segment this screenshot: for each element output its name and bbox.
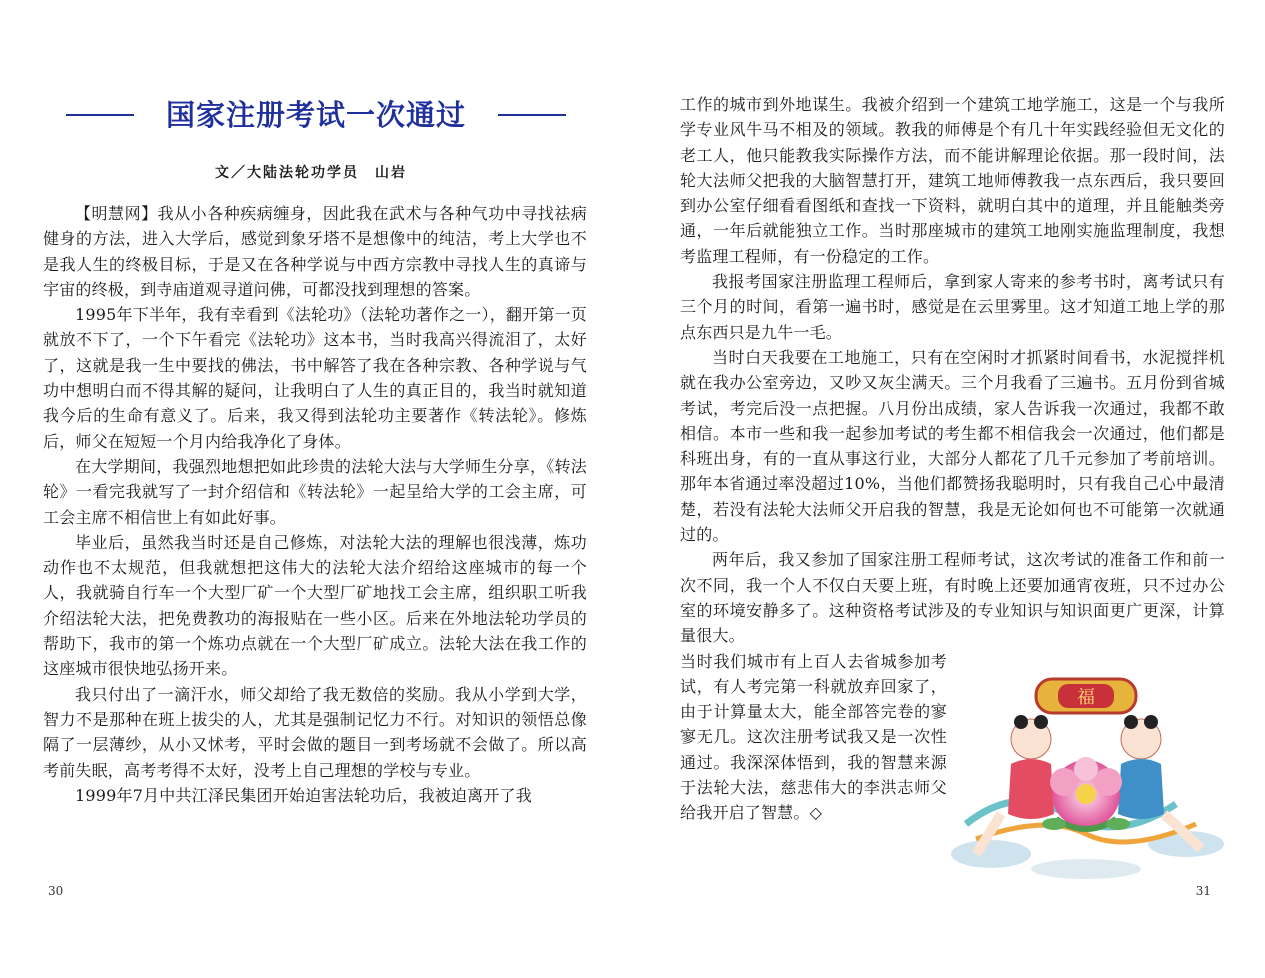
page-number-left: 30: [48, 884, 64, 898]
paragraph: 我只付出了一滴汗水，师父却给了我无数倍的奖励。我从小学到大学，智力不是那种在班上拔尖的人，尤其是强制记忆力不行。对知识的领悟总像隔了一层薄纱，从小又怵考，平时会做的题目一到考场就不会做了。所以高考前失眠，高考考得不太好，没考上自己理想的学校与专业。: [43, 684, 587, 780]
paragraph: 当时白天我要在工地施工，只有在空闲时才抓紧时间看书，水泥搅拌机就在我办公室旁边，又吵又灰尘满天。三个月我看了三遍书。五月份到省城考试，考完后没一点把握。八月份出成绩，家人告诉我一次通过，我都不敢相信。本市一些和我一起参加考试的考生都不相信我会一次通过，他们都是科班出身，有的一直从事这行业，大部分人都花了几千元参加了考前培训。那年本省通过率没超过10%，当他们都赞扬我聪明时，只有我自己心中最清楚，若没有法轮大法师父开启我的智慧，我是无论如何也不可能第一次就通过的。: [680, 347, 1225, 545]
paragraph: 两年后，我又参加了国家注册工程师考试，这次考试的准备工作和前一次不同，我一个人不仅白天要上班，有时晚上还要加通宵夜班，只不过办公室的环境安静多了。这种资格考试涉及的专业知识与知识面更广更深，计算量很大。: [680, 550, 1225, 646]
right-page: [632, 0, 1265, 978]
paragraph: 在大学期间，我强烈地想把如此珍贵的法轮大法与大学师生分享，《转法轮》一看完我就写了一封介绍信和《转法轮》一起呈给大学的工会主席，可工会主席不相信世上有如此好事。: [43, 456, 587, 527]
new-year-painting-illustration: [946, 664, 1226, 884]
page-number-right: 31: [1195, 884, 1211, 898]
byline: 文／大陆法轮功学员 山岩: [215, 165, 407, 181]
article-title: 国家注册考试一次通过: [165, 98, 466, 132]
paragraph: 【明慧网】我从小各种疾病缠身，因此我在武术与各种气功中寻找祛病健身的方法，进入大学后，感觉到象牙塔不是想像中的纯洁，考上大学也不是我人生的终极目标，于是又在各种学说与中西方宗教中寻找人生的真谛与宇宙的终极，到寺庙道观寻道问佛，可都没找到理想的答案。: [43, 204, 587, 299]
title-rule-left: [66, 114, 134, 116]
paragraph: 1999年7月中共江泽民集团开始迫害法轮功后，我被迫离开了我: [75, 785, 532, 805]
paragraph: 工作的城市到外地谋生。我被介绍到一个建筑工地学施工，这是一个与我所学专业风牛马不相及的领域。教我的师傅是个有几十年实践经验但无文化的老工人，他只能教我实际操作方法，而不能讲解理论依据。那一段时间，法轮大法师父把我的大脑智慧打开，建筑工地师傅教我一点东西后，我只要回到办公室仔细看看图纸和查找一下资料，就明白其中的道理，并且能触类旁通，一年后就能独立工作。当时那座城市的建筑工地刚实施监理制度，我想考监理工程师，有一份稳定的工作。: [680, 95, 1225, 266]
title-rule-right: [498, 114, 566, 116]
twin-children-lotus-icon: [946, 664, 1226, 884]
left-page: [0, 0, 632, 978]
paragraph: 毕业后，虽然我当时还是自己修炼，对法轮大法的理解也很浅薄，炼功动作也不太规范，但我就想把这伟大的法轮大法介绍给这座城市的每一个人，我就骑自行车一个大型厂矿一个大型厂矿地找工会主席，组织职工听我介绍法轮大法，把免费教功的海报贴在一些小区。后来在外地法轮功学员的帮助下，我市的第一个炼功点就在一个大型厂矿成立。法轮大法在我工作的这座城市很快地弘扬开来。: [43, 532, 587, 679]
paragraph: 当时我们城市有上百人去省城参加考试，有人考完第一科就放弃回家了，由于计算量太大，能全部答完卷的寥寥无几。这次注册考试我又是一次性通过。我深深体悟到，我的智慧来源于法轮大法，慈悲伟大的李洪志师父给我开启了智慧。◇: [680, 651, 947, 823]
paragraph: 1995年下半年，我有幸看到《法轮功》（法轮功著作之一），翻开第一页就放不下了，一个下午看完《法轮功》这本书，当时我高兴得流泪了，太好了，这就是我一生中要找的佛法，书中解答了我在各种宗教、各种学说与气功中想明白而不得其解的疑问，让我明白了人生的真正目的，我当时就知道我今后的生命有意义了。后来，我又得到法轮功主要著作《转法轮》。修炼后，师父在短短一个月内给我净化了身体。: [43, 305, 587, 451]
left-column: [43, 201, 587, 808]
title-row: [66, 94, 566, 136]
paragraph: 我报考国家注册监理工程师后，拿到家人寄来的参考书时，离考试只有三个月的时间，看第一遍书时，感觉是在云里雾里。这才知道工地上学的那点东西只是九牛一毛。: [680, 272, 1225, 342]
banner-glyph: 福: [1077, 687, 1095, 708]
